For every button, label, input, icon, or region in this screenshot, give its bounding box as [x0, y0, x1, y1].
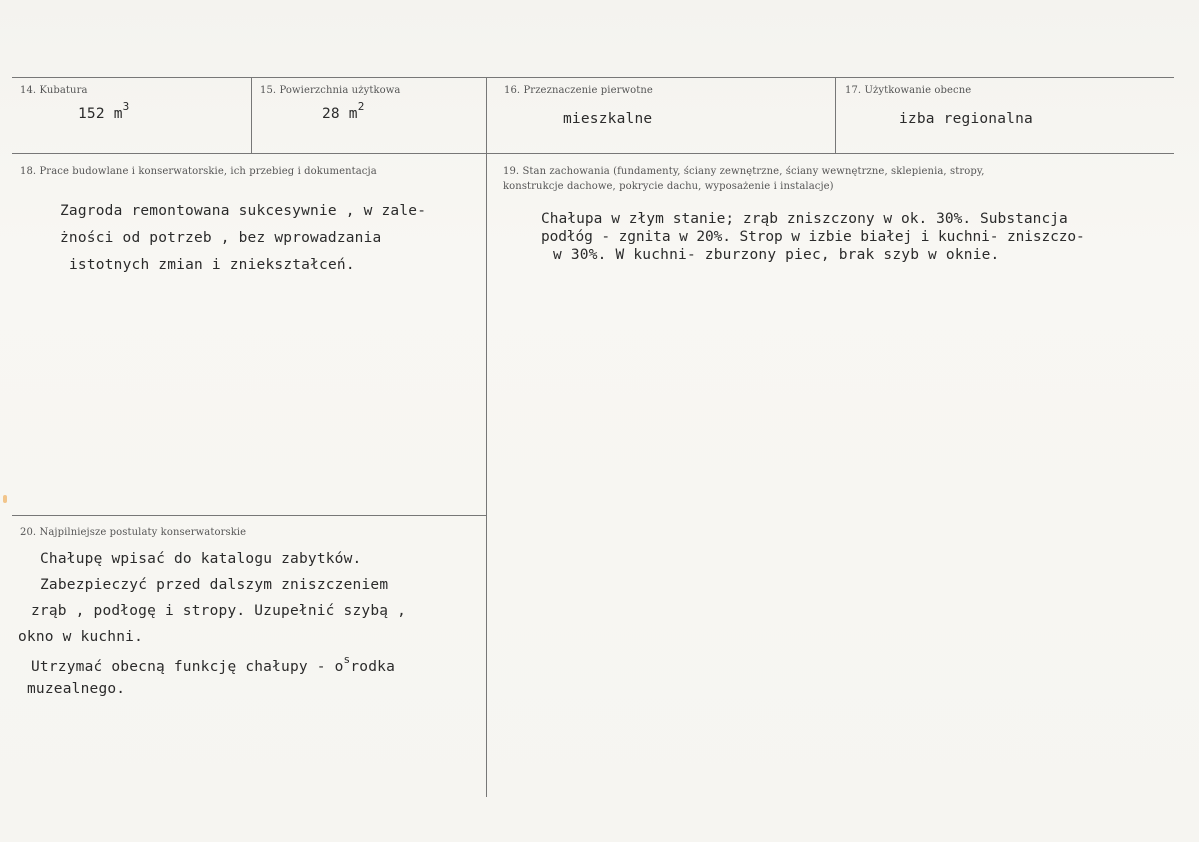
field-20-line-5-sup: s — [343, 653, 351, 666]
field-19-line-2: podłóg - zgnita w 20%. Strop w izbie białej i kuchni- zniszczo- — [541, 229, 1085, 245]
field-20-line-1: Chałupę wpisać do katalogu zabytków. — [40, 551, 362, 567]
field-20-line-3: zrąb , podłogę i stropy. Uzupełnić szybą , — [31, 603, 407, 619]
field-17-value: izba regionalna — [899, 111, 1033, 127]
field-15-value — [322, 102, 365, 122]
field-20-line-5-part-1: Utrzymać obecną funkcję chałupy - o — [31, 658, 344, 675]
powierzchnia-exponent: 2 — [357, 100, 365, 113]
field-19-line-3: w 30%. W kuchni- zburzony piec, brak szyb w oknie. — [553, 247, 1000, 263]
section-20-rule — [12, 515, 486, 516]
powierzchnia-value: 28 m — [322, 105, 358, 122]
field-14-value — [78, 102, 129, 122]
field-20-label: 20. Najpilniejsze postulaty konserwatorskie — [20, 527, 247, 538]
field-19-line-1: Chałupa w złym stanie; zrąb zniszczony w ok. 30%. Substancja — [541, 211, 1068, 227]
field-14-label: 14. Kubatura — [20, 85, 88, 96]
field-18-line-1: Zagroda remontowana sukcesywnie , w zale- — [60, 203, 427, 219]
divider-14-15 — [251, 77, 252, 153]
divider-main — [486, 77, 487, 797]
field-20-line-5 — [31, 655, 395, 675]
kubatura-value: 152 m — [78, 105, 123, 122]
field-17-label: 17. Użytkowanie obecne — [845, 85, 972, 96]
paper-stain — [3, 495, 7, 503]
field-18-label: 18. Prace budowlane i konserwatorskie, ich przebieg i dokumentacja — [20, 166, 377, 177]
divider-16-17 — [835, 77, 836, 153]
field-16-label: 16. Przeznaczenie pierwotne — [504, 85, 653, 96]
field-20-line-2: Zabezpieczyć przed dalszym zniszczeniem — [40, 577, 389, 593]
field-15-label: 15. Powierzchnia użytkowa — [260, 85, 401, 96]
field-19-label-line-1: 19. Stan zachowania (fundamenty, ściany zewnętrzne, ściany wewnętrzne, sklepienia, stropy, — [503, 166, 985, 177]
field-19-label-line-2: konstrukcje dachowe, pokrycie dachu, wyposażenie i instalacje) — [503, 181, 834, 192]
row-rule — [12, 153, 1174, 154]
kubatura-exponent: 3 — [122, 100, 130, 113]
top-rule — [12, 77, 1174, 78]
field-20-line-4: okno w kuchni. — [18, 629, 144, 645]
field-20-line-6: muzealnego. — [27, 681, 126, 697]
field-16-value: mieszkalne — [563, 111, 653, 127]
field-18-line-3: istotnych zmian i zniekształceń. — [69, 257, 355, 273]
field-20-line-5-part-2: rodka — [350, 658, 396, 675]
field-18-line-2: żności od potrzeb , bez wprowadzania — [60, 230, 382, 246]
